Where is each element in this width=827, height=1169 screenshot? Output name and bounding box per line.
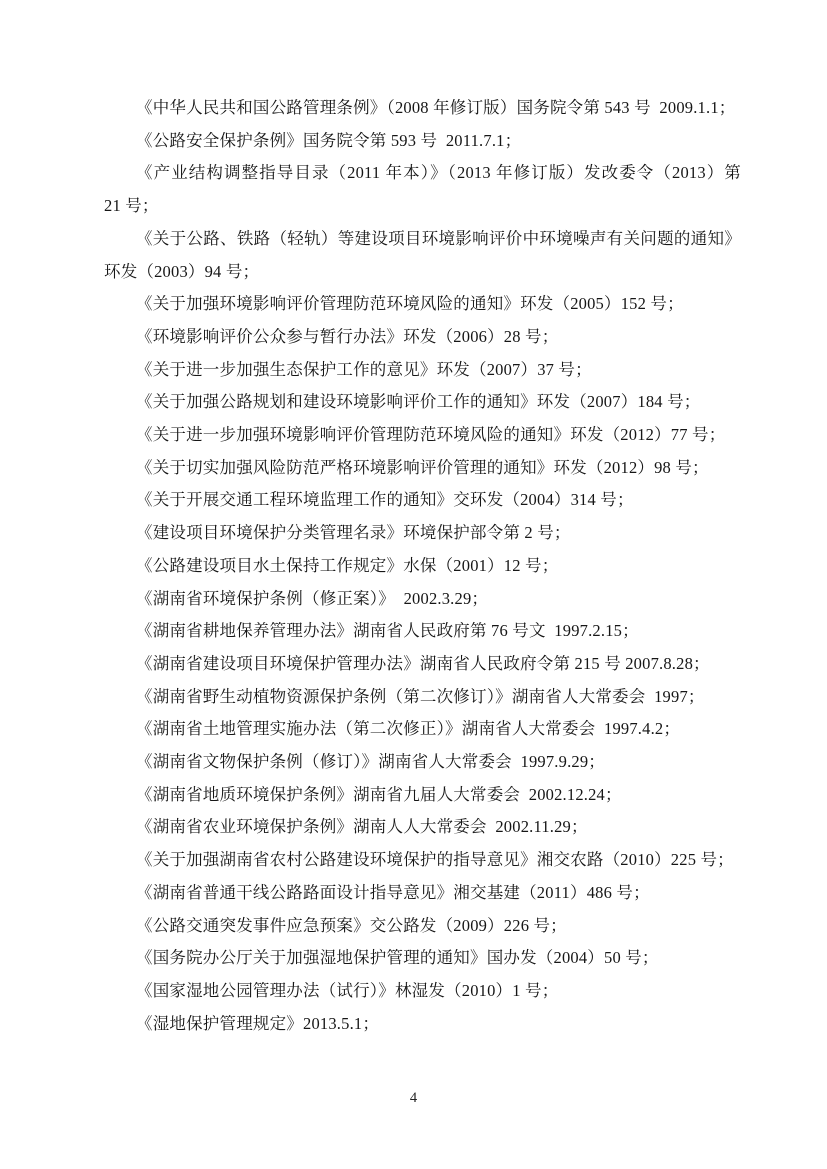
- text-line: 《关于开展交通工程环境监理工作的通知》交环发（2004）314 号；: [136, 490, 634, 510]
- text-line: 《湖南省农业环境保护条例》湖南人人大常委会 2002.11.29；: [136, 817, 588, 837]
- text-line: 《湖南省环境保护条例（修正案）》 2002.3.29；: [136, 588, 489, 608]
- text-line: 《湖南省耕地保养管理办法》湖南省人民政府第 76 号文 1997.2.15；: [136, 621, 639, 641]
- text-line: 《湖南省建设项目环境保护管理办法》湖南省人民政府令第 215 号 2007.8.28；: [136, 653, 710, 673]
- text-line: 《公路建设项目水土保持工作规定》水保（2001）12 号；: [136, 555, 559, 575]
- text-line: 《关于加强湖南省农村公路建设环境保护的指导意见》湘交农路（2010）225 号；: [136, 850, 734, 870]
- text-line: 《关于公路、铁路（轻轨）等建设项目环境影响评价中环境噪声有关问题的通知》: [136, 228, 741, 248]
- text-line: 《环境影响评价公众参与暂行办法》环发（2006）28 号；: [136, 326, 559, 346]
- text-line: 《湿地保护管理规定》2013.5.1；: [136, 1013, 380, 1033]
- text-line: 《产业结构调整指导目录（2011 年本）》（2013 年修订版）发改委令（2013）第: [136, 163, 741, 183]
- text-line: 《关于加强公路规划和建设环境影响评价工作的通知》环发（2007）184 号；: [136, 392, 701, 412]
- text-line: 《国务院办公厅关于加强湿地保护管理的通知》国办发（2004）50 号；: [136, 948, 659, 968]
- text-line: 《中华人民共和国公路管理条例》（2008 年修订版）国务院令第 543 号 2009.1.1；: [136, 98, 736, 117]
- text-line: 《湖南省野生动植物资源保护条例（第二次修订）》湖南省人大常委会 1997；: [136, 686, 705, 706]
- text-line: 《湖南省普通干线公路路面设计指导意见》湘交基建（2011）486 号；: [136, 882, 650, 902]
- text-line: 《湖南省文物保护条例（修订）》湖南省人大常委会 1997.9.29；: [136, 752, 605, 772]
- text-line: 《国家湿地公园管理办法（试行）》林湿发（2010）1 号；: [136, 980, 559, 1000]
- text-line: 《湖南省土地管理实施办法（第二次修正）》湖南省人大常委会 1997.4.2；: [136, 719, 681, 739]
- text-line: 《公路安全保护条例》国务院令第 593 号 2011.7.1；: [136, 130, 522, 150]
- page-footer: [0, 1088, 827, 1108]
- text-line: 环发（2003）94 号；: [104, 261, 260, 281]
- text-line: 《关于加强环境影响评价管理防范环境风险的通知》环发（2005）152 号；: [136, 294, 684, 314]
- text-line: 《建设项目环境保护分类管理名录》环境保护部令第 2 号；: [136, 523, 571, 543]
- text-line: 《关于切实加强风险防范严格环境影响评价管理的通知》环发（2012）98 号；: [136, 457, 709, 477]
- text-line: 21 号；: [104, 196, 159, 216]
- text-line: 《湖南省地质环境保护条例》湖南省九届人大常委会 2002.12.24；: [136, 784, 622, 804]
- document-body: [104, 92, 741, 1040]
- text-line: 《关于进一步加强环境影响评价管理防范环境风险的通知》环发（2012）77 号；: [136, 425, 726, 445]
- text-line: 《关于进一步加强生态保护工作的意见》环发（2007）37 号；: [136, 359, 592, 379]
- page-number: 4: [409, 1090, 418, 1106]
- text-line: 《公路交通突发事件应急预案》交公路发（2009）226 号；: [136, 915, 567, 935]
